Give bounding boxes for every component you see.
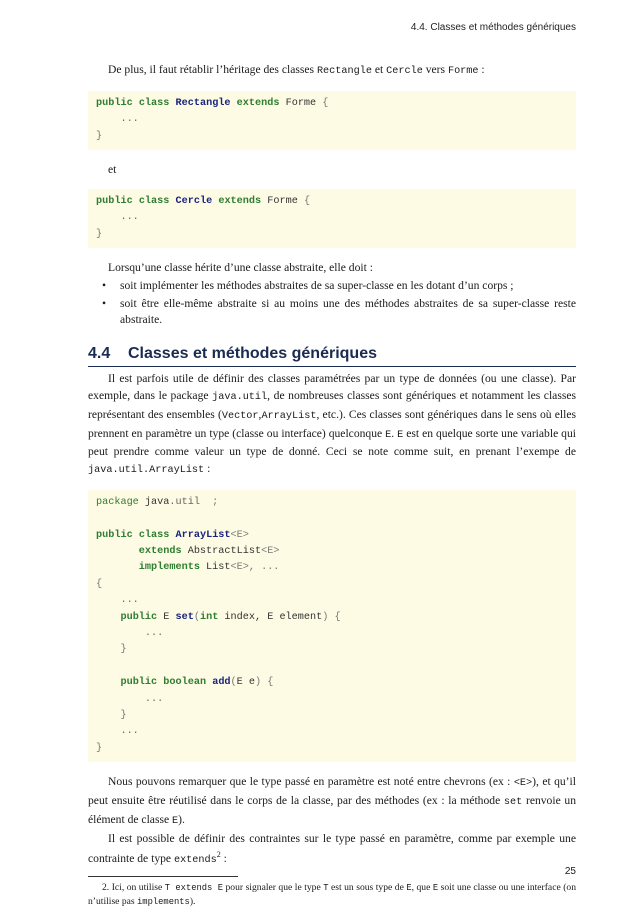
keyword: public <box>120 611 158 623</box>
code-line: } <box>96 130 103 142</box>
keyword: extends <box>236 97 280 109</box>
keyword: class <box>138 97 170 109</box>
inline-code: T extends E <box>164 883 223 893</box>
code-line <box>96 495 576 511</box>
class-name: Rectangle <box>175 97 231 109</box>
identifier: AbstractList <box>181 546 262 558</box>
inline-code: extends <box>173 855 217 867</box>
bullet-text: soit implémenter les méthodes abstraites de sa super-classe en les dotant d’un corps ; <box>120 278 514 292</box>
punctuation: { <box>322 97 329 109</box>
text: : <box>478 63 485 76</box>
inline-code: Cercle <box>386 66 423 77</box>
keyword: public <box>96 195 133 207</box>
inline-code: Rectangle <box>316 66 372 77</box>
identifier: Forme <box>267 195 298 207</box>
inline-code: E <box>406 883 412 893</box>
method-name: add <box>212 677 231 689</box>
text: pour signaler que le type <box>223 882 324 893</box>
text: et <box>371 63 387 76</box>
keyword: public <box>96 97 133 109</box>
identifier: Forme <box>285 97 317 109</box>
keyword: extends <box>138 546 182 558</box>
inline-code: <E> <box>513 778 533 790</box>
punctuation: ( <box>193 611 200 623</box>
text: vers <box>422 63 448 76</box>
code-line: ... <box>96 595 139 607</box>
generic-param: <E>, ... <box>230 562 280 574</box>
class-name: ArrayList <box>175 529 231 541</box>
text: : <box>220 852 227 866</box>
text: Il est parfois utile de définir des classes paramétrées par un type de données (ou une classe). Par exemple, dans le package <box>88 372 576 402</box>
generic-param: <E> <box>230 529 249 541</box>
code-line: } <box>96 742 103 754</box>
class-name: Cercle <box>175 195 213 207</box>
code-line: ... <box>96 693 164 705</box>
footnote-divider <box>88 876 238 877</box>
section-number: 4.4 <box>88 345 111 363</box>
text: ). <box>178 812 185 826</box>
inline-code: ArrayList <box>261 410 317 422</box>
text: Ici, on utilise <box>109 882 165 893</box>
keyword: int <box>199 611 219 623</box>
text: est un sous type de <box>328 882 407 893</box>
footnote <box>88 881 576 909</box>
keyword: boolean <box>163 677 207 689</box>
code-line: } <box>96 709 127 721</box>
text: , <box>258 407 262 421</box>
bullet-icon: • <box>102 296 107 310</box>
identifier: List <box>199 562 231 574</box>
punctuation: ) { <box>322 611 341 623</box>
keyword: package <box>96 496 139 508</box>
punctuation: ; <box>199 496 219 508</box>
text: , de nombreuses classes sont génériques et notamment les classes représentant des ensembles ( <box>88 388 577 421</box>
inline-code: java.util <box>212 391 268 403</box>
code-line: ... <box>96 212 139 224</box>
text: renvoie un élément de classe <box>88 793 577 826</box>
text: De plus, il faut rétablir l’héritage des classes <box>108 63 317 76</box>
section-heading <box>88 345 576 367</box>
code-line: ... <box>96 726 139 738</box>
code-line <box>96 560 576 576</box>
method-name: set <box>175 611 194 623</box>
bullet-item <box>88 278 576 295</box>
inline-code: Forme <box>447 66 479 77</box>
inline-code: Vector <box>221 410 259 422</box>
keyword: class <box>138 195 170 207</box>
connector-text: et <box>108 162 117 176</box>
punctuation: { <box>303 195 311 207</box>
keyword: public <box>120 677 158 689</box>
code-line: } <box>96 644 127 656</box>
generic-param: <E> <box>261 546 280 558</box>
code-block-cercle <box>88 189 576 248</box>
code-line <box>96 659 576 675</box>
keyword: implements <box>138 562 200 574</box>
inline-code: implements <box>137 897 190 907</box>
text: . <box>391 426 398 440</box>
page-content <box>88 62 576 909</box>
inline-code: E <box>432 883 439 893</box>
inline-code: set <box>503 796 523 808</box>
text: : <box>204 462 211 476</box>
code-line: } <box>96 228 103 240</box>
text: soit une classe ou une interface (on n’utilise pas <box>88 882 576 907</box>
text: Il est possible de définir des contraintes sur le type passé en paramètre, comme par exemple une contrainte de type <box>88 831 576 866</box>
footnote-number: 2. <box>102 882 110 893</box>
inline-code: E <box>397 429 404 441</box>
code-line <box>96 194 576 210</box>
text: ), et qu’il peut ensuite être réutilisé dans le corps de la classe, par des méthodes (ex : la méthode <box>88 775 576 807</box>
inline-code: E <box>172 815 179 827</box>
code-line <box>96 610 576 626</box>
code-line <box>96 511 576 527</box>
bullet-text: soit être elle-même abstraite si au moins une des méthodes abstraites de sa super-classe reste abstraite. <box>120 296 576 327</box>
page-number: 25 <box>564 866 576 877</box>
footnote-marker: 2 <box>216 850 221 860</box>
inline-code: java.util.ArrayList <box>88 465 205 477</box>
code-line: ... <box>96 628 164 640</box>
inline-code: T <box>323 883 329 893</box>
keyword: extends <box>218 195 262 207</box>
code-line <box>96 96 576 112</box>
inline-code: E <box>385 429 392 441</box>
text: , que <box>411 882 433 893</box>
identifier: index, E element <box>218 611 323 623</box>
abstract-intro: Lorsqu’une classe hérite d’une classe abstraite, elle doit : <box>108 260 373 274</box>
inheritance-paragraph <box>88 62 576 81</box>
section-title: Classes et méthodes génériques <box>128 345 377 363</box>
code-line <box>96 528 576 544</box>
bullet-item <box>88 296 576 330</box>
chevrons-paragraph <box>88 774 576 830</box>
code-line <box>96 675 576 691</box>
code-block-rectangle <box>88 91 576 150</box>
code-block-arraylist <box>88 490 576 762</box>
identifier: E e <box>236 677 256 689</box>
punctuation: ( <box>230 677 237 689</box>
code-line: { <box>96 578 103 590</box>
generics-paragraph <box>88 371 576 480</box>
text: , etc.). Ces classes sont génériques dans le sens où elles prennent en paramètre un type (classe ou interface) quelconque <box>88 407 576 440</box>
code-line: ... <box>96 114 139 126</box>
text: est en quelque sorte une variable qui peut prendre comme valeur un type de donné. Ceci se note comme suit, en prenant l’exempe de <box>88 426 576 459</box>
identifier: E <box>157 611 176 623</box>
keyword: class <box>138 529 170 541</box>
text: ). <box>189 896 196 907</box>
code-line <box>96 544 576 560</box>
punctuation: ) { <box>255 677 274 689</box>
identifier: java <box>138 496 170 508</box>
identifier: .util <box>169 496 200 508</box>
running-head: 4.4. Classes et méthodes génériques <box>410 22 576 33</box>
bullet-icon: • <box>102 278 107 292</box>
text: Nous pouvons remarquer que le type passé en paramètre est noté entre chevrons (ex : <box>108 775 514 789</box>
keyword: public <box>96 529 133 541</box>
constraints-paragraph <box>88 831 576 870</box>
